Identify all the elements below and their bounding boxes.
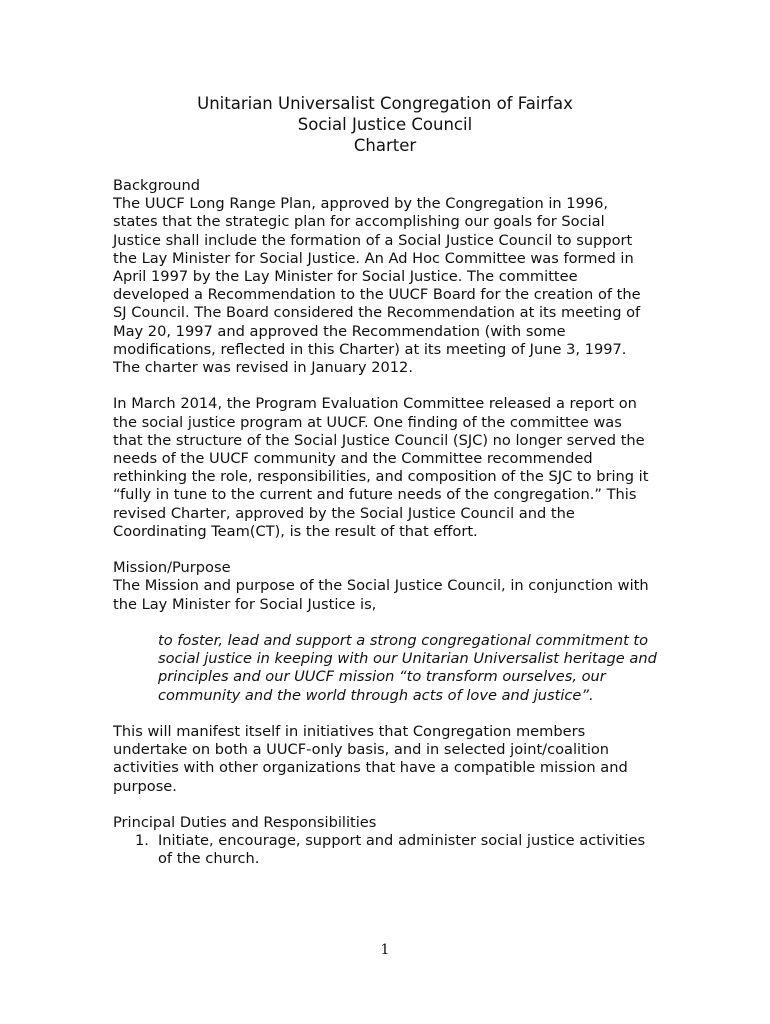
duty-text: Initiate, encourage, support and administer social justice activities of the church. xyxy=(158,832,646,868)
page-number: 1 xyxy=(380,942,390,958)
title-organization: Unitarian Universalist Congregation of Fairfax xyxy=(197,94,573,113)
title-council: Social Justice Council xyxy=(297,115,473,134)
duties-list xyxy=(113,832,653,868)
mission-manifest: This will manifest itself in initiatives that Congregation members undertake on both a UUCF-only basis, and in selected joint/coalition activities with other organizations that have a compatible mission and purpose. xyxy=(113,723,628,795)
document-title-block xyxy=(0,93,770,156)
background-paragraph-2: In March 2014, the Program Evaluation Committee released a report on the social justice program at UUCF. One finding of the committee was that the structure of the Social Justice Council (SJC) no longer served the needs of the UUCF community and the Committee recommended rethinking the role, responsibilities, and composition of the SJC to bring it “fully in tune to the current and future needs of the congregation.” This revised Charter, approved by the Social Justice Council and the Coordinating Team(CT), is the result of that effort. xyxy=(113,395,649,540)
mission-heading: Mission/Purpose xyxy=(113,559,231,577)
background-paragraph-1: The UUCF Long Range Plan, approved by the Congregation in 1996, states that the strategic plan for accomplishing our goals for Social Justice shall include the formation of a Social Justice Council to support the Lay Minister for Social Justice. An Ad Hoc Committee was formed in April 1997 by the Lay Minister for Social Justice. The committee developed a Recommendation to the UUCF Board for the creation of the SJ Council. The Board considered the Recommendation at its meeting of May 20, 1997 and approved the Recommendation (with some modifications, reflected in this Charter) at its meeting of June 3, 1997. The charter was revised in January 2012. xyxy=(113,195,641,377)
duty-item xyxy=(113,832,653,868)
title-charter: Charter xyxy=(353,136,417,155)
document-body xyxy=(113,177,657,869)
mission-quote: to foster, lead and support a strong congregational commitment to social justice in keeping with our Unitarian Universalist heritage and principles and our UUCF mission “to transform ourselves, our community and the world through acts of love and justice”. xyxy=(158,632,657,704)
mission-intro: The Mission and purpose of the Social Justice Council, in conjunction with the Lay Minister for Social Justice is, xyxy=(113,577,649,613)
duty-number: 1. xyxy=(135,832,149,850)
background-heading: Background xyxy=(113,177,201,194)
duties-heading: Principal Duties and Responsibilities xyxy=(113,814,377,832)
